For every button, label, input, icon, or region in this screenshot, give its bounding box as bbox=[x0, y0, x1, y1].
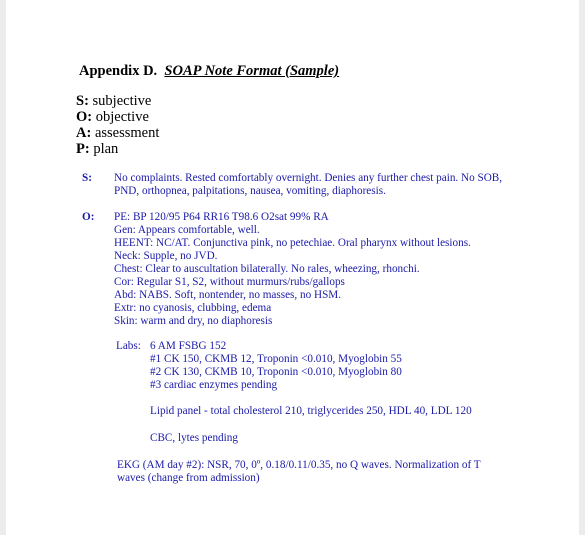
title-subtitle: SOAP Note Format (Sample) bbox=[164, 63, 340, 79]
labs-line: #2 CK 130, CKMB 10, Troponin <0.010, Myoglobin 80 bbox=[150, 366, 402, 378]
cbc-line: CBC, lytes pending bbox=[150, 432, 238, 444]
document-page bbox=[6, 0, 579, 535]
o-line: Neck: Supple, no JVD. bbox=[114, 250, 218, 262]
legend-assessment: A: assessment bbox=[76, 125, 160, 141]
ekg-line: EKG (AM day #2): NSR, 70, 0º, 0.18/0.11/0.35, no Q waves. Normalization of T bbox=[117, 459, 481, 471]
document-title bbox=[79, 63, 339, 80]
o-line: HEENT: NC/AT. Conjunctiva pink, no petechiae. Oral pharynx without lesions. bbox=[114, 237, 471, 249]
s-line: No complaints. Rested comfortably overnight. Denies any further chest pain. No SOB, bbox=[114, 172, 503, 184]
o-line: Abd: NABS. Soft, nontender, no masses, no HSM. bbox=[114, 289, 342, 301]
o-line: Gen: Appears comfortable, well. bbox=[114, 224, 260, 236]
labs-line: 6 AM FSBG 152 bbox=[150, 340, 227, 352]
o-line: Skin: warm and dry, no diaphoresis bbox=[114, 315, 273, 327]
legend-plan: P: plan bbox=[76, 141, 119, 157]
labs-line: #3 cardiac enzymes pending bbox=[150, 379, 278, 391]
o-line: Extr: no cyanosis, clubbing, edema bbox=[114, 302, 272, 314]
o-section-label: O: bbox=[82, 211, 95, 223]
o-line: Cor: Regular S1, S2, without murmurs/rubs/gallops bbox=[114, 276, 345, 288]
title-prefix: Appendix D. bbox=[79, 63, 158, 79]
ekg-line: waves (change from admission) bbox=[117, 472, 260, 484]
s-line: PND, orthopnea, palpitations, nausea, vomiting, diaphoresis. bbox=[114, 185, 386, 197]
lipid-panel: Lipid panel - total cholesterol 210, triglycerides 250, HDL 40, LDL 120 bbox=[150, 405, 472, 417]
s-section-label: S: bbox=[82, 172, 92, 184]
labs-label: Labs: bbox=[116, 340, 141, 352]
o-line: Chest: Clear to auscultation bilaterally. No rales, wheezing, rhonchi. bbox=[114, 263, 420, 275]
labs-line: #1 CK 150, CKMB 12, Troponin <0.010, Myoglobin 55 bbox=[150, 353, 402, 365]
o-line: PE: BP 120/95 P64 RR16 T98.6 O2sat 99% RA bbox=[114, 211, 329, 223]
legend-objective: O: objective bbox=[76, 109, 149, 125]
legend-subjective: S: subjective bbox=[76, 93, 152, 109]
